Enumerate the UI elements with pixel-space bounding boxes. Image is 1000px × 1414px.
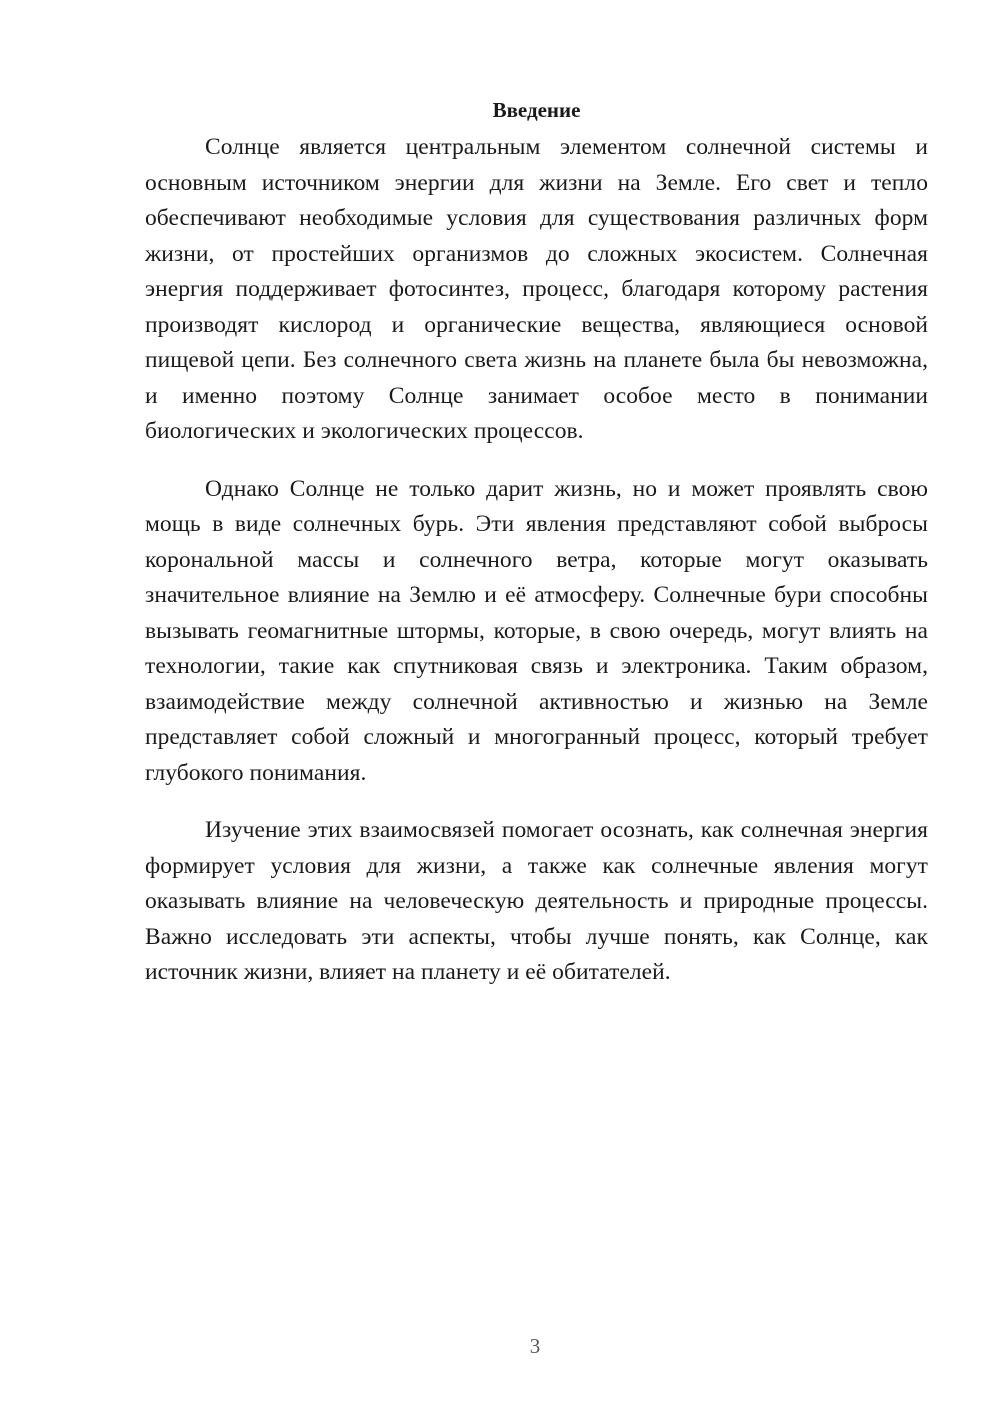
page-content: [145, 95, 928, 1013]
section-heading: Введение: [492, 98, 581, 122]
paragraph-2: Однако Солнце не только дарит жизнь, но и может проявлять свою мощь в виде солнечных бурь. Эти явления представляют собой выбросы корональной массы и солнечного ветра, которые могут оказывать значительное влияние на Землю и её атмосферу. Солнечные бури способны вызывать геомагнитные штормы, которые, в свою очередь, могут влиять на технологии, такие как спутниковая связь и электроника. Таким образом, взаимодействие между солнечной активностью и жизнью на Земле представляет собой сложный и многогранный процесс, который требует глубокого понимания.: [145, 475, 928, 786]
paragraph-3: Изучение этих взаимосвязей помогает осознать, как солнечная энергия формирует условия для жизни, а также как солнечные явления могут оказывать влияние на человеческую деятельность и природные процессы. Важно исследовать эти аспекты, чтобы лучше понять, как Солнце, как источник жизни, влияет на планету и её обитателей.: [145, 817, 928, 985]
page-number: 3: [529, 1334, 541, 1358]
paragraph-1: Солнце является центральным элементом солнечной системы и основным источником энергии для жизни на Земле. Его свет и тепло обеспечивают необходимые условия для существования различных форм жизни, от простейших организмов до сложных экосистем. Солнечная энергия поддерживает фотосинтез, процесс, благодаря которому растения производят кислород и органические вещества, являющиеся основой пищевой цепи. Без солнечного света жизнь на планете была бы невозможна, и именно поэтому Солнце занимает особое место в понимании биологических и экологических процессов.: [145, 134, 928, 444]
